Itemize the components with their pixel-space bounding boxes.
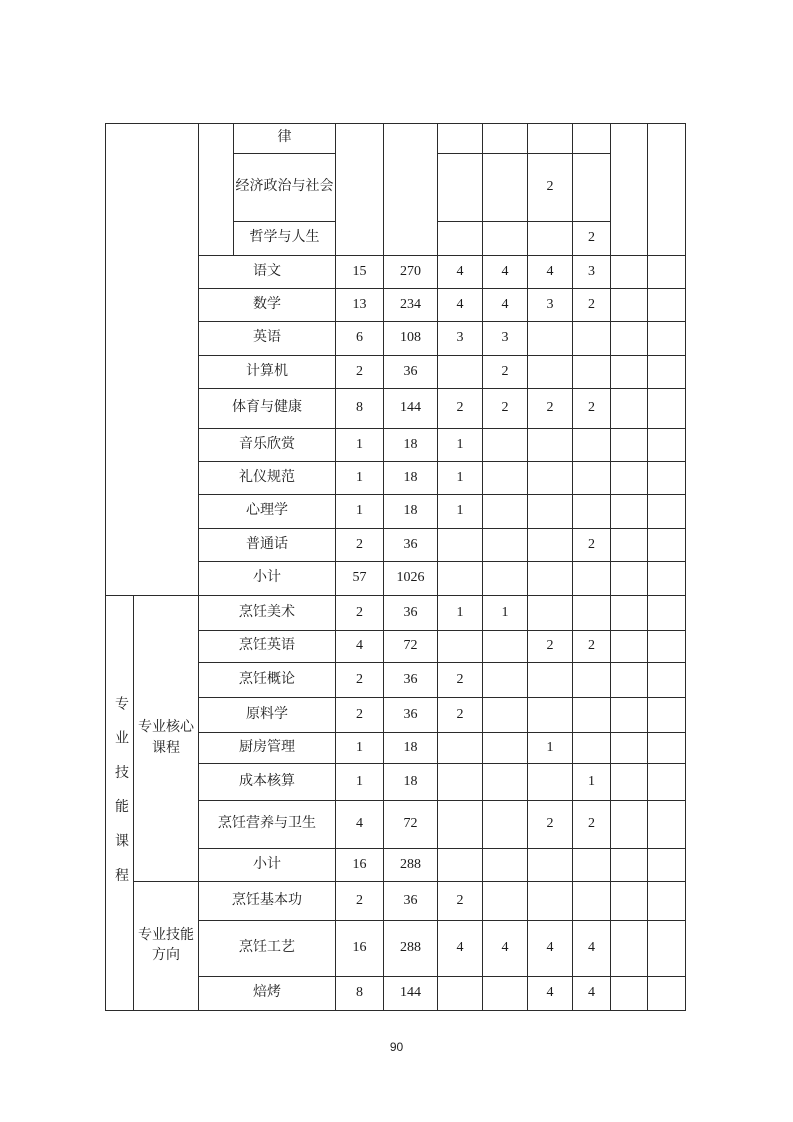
semester-cell [573, 562, 611, 596]
semester-cell [611, 596, 648, 631]
semester-cell [611, 389, 648, 429]
semester-cell [483, 764, 528, 801]
semester-cell: 3 [573, 256, 611, 289]
credits-cell: 2 [336, 663, 384, 698]
course-name-cell: 原料学 [199, 698, 336, 733]
semester-cell [573, 462, 611, 495]
semester-cell: 4 [483, 256, 528, 289]
semester-cell [573, 849, 611, 882]
semester-cell [483, 154, 528, 222]
semester-cell [573, 698, 611, 733]
semester-cell [573, 733, 611, 764]
hours-cell [384, 124, 438, 256]
semester-cell: 2 [573, 801, 611, 849]
hours-cell: 36 [384, 529, 438, 562]
semester-cell [648, 596, 686, 631]
credits-cell: 15 [336, 256, 384, 289]
semester-cell [483, 495, 528, 529]
semester-cell: 4 [438, 256, 483, 289]
semester-cell: 1 [438, 462, 483, 495]
hours-cell: 234 [384, 289, 438, 322]
course-name-cell: 音乐欣赏 [199, 429, 336, 462]
credits-cell: 8 [336, 389, 384, 429]
semester-cell: 1 [483, 596, 528, 631]
semester-cell [483, 631, 528, 663]
semester-cell [528, 698, 573, 733]
course-name-cell: 体育与健康 [199, 389, 336, 429]
semester-cell [438, 764, 483, 801]
semester-cell: 1 [528, 733, 573, 764]
semester-cell [483, 529, 528, 562]
credits-cell: 8 [336, 977, 384, 1011]
category-skill-courses-label: 专业技能课程 [113, 696, 128, 903]
course-name-cell: 烹饪基本功 [199, 882, 336, 921]
semester-cell: 1 [438, 495, 483, 529]
semester-cell [611, 462, 648, 495]
semester-cell [611, 529, 648, 562]
semester-cell [438, 124, 483, 154]
course-name-cell: 心理学 [199, 495, 336, 529]
semester-cell [483, 882, 528, 921]
semester-cell [528, 882, 573, 921]
semester-cell [483, 562, 528, 596]
semester-cell [611, 429, 648, 462]
course-name-cell: 烹饪英语 [199, 631, 336, 663]
semester-cell [648, 356, 686, 389]
semester-cell [648, 698, 686, 733]
semester-cell [483, 849, 528, 882]
page-number: 90 [389, 1040, 404, 1054]
hours-cell: 18 [384, 429, 438, 462]
semester-cell [611, 977, 648, 1011]
hours-cell: 36 [384, 596, 438, 631]
semester-cell [483, 977, 528, 1011]
semester-cell: 4 [528, 977, 573, 1011]
semester-cell [528, 529, 573, 562]
credits-cell: 2 [336, 529, 384, 562]
semester-cell: 4 [483, 289, 528, 322]
semester-cell: 2 [438, 882, 483, 921]
semester-cell [438, 562, 483, 596]
semester-cell [483, 462, 528, 495]
semester-cell [648, 389, 686, 429]
hours-cell: 18 [384, 764, 438, 801]
credits-cell: 16 [336, 921, 384, 977]
semester-cell [573, 124, 611, 154]
hours-cell: 1026 [384, 562, 438, 596]
subcategory-core-courses: 专业核心课程 [134, 596, 199, 882]
semester-cell: 2 [528, 631, 573, 663]
semester-cell: 2 [528, 389, 573, 429]
course-name-cell: 成本核算 [199, 764, 336, 801]
semester-cell [528, 663, 573, 698]
subtotal-name-cell: 小计 [199, 849, 336, 882]
credits-cell: 4 [336, 801, 384, 849]
semester-cell [648, 663, 686, 698]
semester-cell: 2 [438, 663, 483, 698]
curriculum-table [105, 123, 686, 1011]
subcategory-continuation-cell [199, 124, 234, 256]
semester-cell: 2 [438, 389, 483, 429]
semester-cell: 2 [573, 289, 611, 322]
semester-cell [611, 322, 648, 356]
semester-cell [648, 124, 686, 256]
credits-cell: 1 [336, 462, 384, 495]
hours-cell: 18 [384, 733, 438, 764]
semester-cell: 4 [573, 977, 611, 1011]
subtotal-name-cell: 小计 [199, 562, 336, 596]
hours-cell: 108 [384, 322, 438, 356]
semester-cell [573, 596, 611, 631]
category-continuation-cell [106, 124, 199, 596]
course-name-cell: 礼仪规范 [199, 462, 336, 495]
semester-cell [573, 322, 611, 356]
hours-cell: 288 [384, 921, 438, 977]
semester-cell [648, 529, 686, 562]
semester-cell [528, 222, 573, 256]
credits-cell: 2 [336, 698, 384, 733]
semester-cell [483, 222, 528, 256]
semester-cell [611, 256, 648, 289]
semester-cell: 2 [483, 389, 528, 429]
course-name-cell: 语文 [199, 256, 336, 289]
semester-cell [438, 801, 483, 849]
semester-cell [611, 849, 648, 882]
semester-cell: 4 [438, 921, 483, 977]
course-name-cell: 律 [234, 124, 336, 154]
hours-cell: 18 [384, 462, 438, 495]
course-name-cell: 烹饪工艺 [199, 921, 336, 977]
credits-cell: 13 [336, 289, 384, 322]
course-name-cell: 烹饪美术 [199, 596, 336, 631]
table-row [106, 882, 686, 921]
semester-cell [438, 222, 483, 256]
semester-cell [648, 289, 686, 322]
semester-cell [611, 495, 648, 529]
semester-cell [611, 356, 648, 389]
semester-cell [438, 529, 483, 562]
semester-cell [611, 562, 648, 596]
semester-cell [483, 124, 528, 154]
credits-cell: 6 [336, 322, 384, 356]
semester-cell [611, 631, 648, 663]
semester-cell [528, 322, 573, 356]
semester-cell [528, 356, 573, 389]
semester-cell: 4 [528, 921, 573, 977]
semester-cell: 3 [528, 289, 573, 322]
semester-cell: 3 [483, 322, 528, 356]
credits-cell: 2 [336, 356, 384, 389]
hours-cell: 36 [384, 882, 438, 921]
semester-cell: 4 [573, 921, 611, 977]
semester-cell [648, 322, 686, 356]
table-row [106, 124, 686, 154]
semester-cell [648, 562, 686, 596]
semester-cell [611, 698, 648, 733]
category-skill-courses [106, 596, 134, 1011]
course-name-cell: 经济政治与社会 [234, 154, 336, 222]
course-name-cell: 厨房管理 [199, 733, 336, 764]
semester-cell [611, 289, 648, 322]
hours-cell: 144 [384, 389, 438, 429]
semester-cell [483, 801, 528, 849]
subcategory-skill-direction: 专业技能方向 [134, 882, 199, 1011]
semester-cell: 1 [438, 429, 483, 462]
semester-cell: 2 [573, 631, 611, 663]
semester-cell [611, 764, 648, 801]
semester-cell [438, 356, 483, 389]
semester-cell [611, 733, 648, 764]
semester-cell: 2 [573, 529, 611, 562]
credits-cell: 4 [336, 631, 384, 663]
semester-cell [438, 977, 483, 1011]
credits-cell [336, 124, 384, 256]
semester-cell [648, 631, 686, 663]
semester-cell [648, 495, 686, 529]
semester-cell [648, 764, 686, 801]
course-name-cell: 数学 [199, 289, 336, 322]
semester-cell [483, 698, 528, 733]
hours-cell: 36 [384, 698, 438, 733]
semester-cell [438, 631, 483, 663]
semester-cell [611, 663, 648, 698]
semester-cell: 3 [438, 322, 483, 356]
semester-cell: 2 [573, 389, 611, 429]
hours-cell: 288 [384, 849, 438, 882]
course-name-cell: 焙烤 [199, 977, 336, 1011]
semester-cell [528, 462, 573, 495]
semester-cell [648, 256, 686, 289]
semester-cell [438, 733, 483, 764]
hours-cell: 144 [384, 977, 438, 1011]
semester-cell [438, 154, 483, 222]
credits-cell: 1 [336, 764, 384, 801]
semester-cell [648, 977, 686, 1011]
hours-cell: 18 [384, 495, 438, 529]
semester-cell [483, 429, 528, 462]
credits-cell: 1 [336, 495, 384, 529]
semester-cell [573, 356, 611, 389]
semester-cell: 1 [438, 596, 483, 631]
semester-cell [648, 429, 686, 462]
semester-cell [648, 882, 686, 921]
semester-cell [528, 124, 573, 154]
credits-cell: 2 [336, 596, 384, 631]
semester-cell: 2 [573, 222, 611, 256]
semester-cell [573, 495, 611, 529]
semester-cell [528, 562, 573, 596]
semester-cell [528, 495, 573, 529]
semester-cell [573, 882, 611, 921]
course-name-cell: 英语 [199, 322, 336, 356]
table-row [106, 596, 686, 631]
semester-cell: 1 [573, 764, 611, 801]
semester-cell [648, 733, 686, 764]
credits-cell: 57 [336, 562, 384, 596]
semester-cell [573, 663, 611, 698]
semester-cell [573, 154, 611, 222]
semester-cell: 2 [528, 801, 573, 849]
semester-cell [611, 921, 648, 977]
semester-cell [483, 663, 528, 698]
semester-cell [648, 462, 686, 495]
semester-cell [648, 849, 686, 882]
course-name-cell: 烹饪概论 [199, 663, 336, 698]
semester-cell: 2 [528, 154, 573, 222]
hours-cell: 270 [384, 256, 438, 289]
semester-cell [528, 429, 573, 462]
semester-cell [611, 801, 648, 849]
semester-cell [573, 429, 611, 462]
semester-cell [528, 849, 573, 882]
semester-cell [528, 764, 573, 801]
semester-cell [528, 596, 573, 631]
semester-cell: 4 [528, 256, 573, 289]
semester-cell [648, 801, 686, 849]
semester-cell: 2 [438, 698, 483, 733]
semester-cell [648, 921, 686, 977]
course-name-cell: 哲学与人生 [234, 222, 336, 256]
hours-cell: 72 [384, 801, 438, 849]
course-name-cell: 计算机 [199, 356, 336, 389]
semester-cell: 2 [483, 356, 528, 389]
semester-cell [483, 733, 528, 764]
semester-cell [438, 849, 483, 882]
credits-cell: 1 [336, 733, 384, 764]
hours-cell: 36 [384, 663, 438, 698]
semester-cell [611, 882, 648, 921]
course-name-cell: 普通话 [199, 529, 336, 562]
semester-cell: 4 [438, 289, 483, 322]
semester-cell [611, 124, 648, 256]
credits-cell: 1 [336, 429, 384, 462]
course-name-cell: 烹饪营养与卫生 [199, 801, 336, 849]
credits-cell: 16 [336, 849, 384, 882]
semester-cell: 4 [483, 921, 528, 977]
hours-cell: 72 [384, 631, 438, 663]
credits-cell: 2 [336, 882, 384, 921]
hours-cell: 36 [384, 356, 438, 389]
